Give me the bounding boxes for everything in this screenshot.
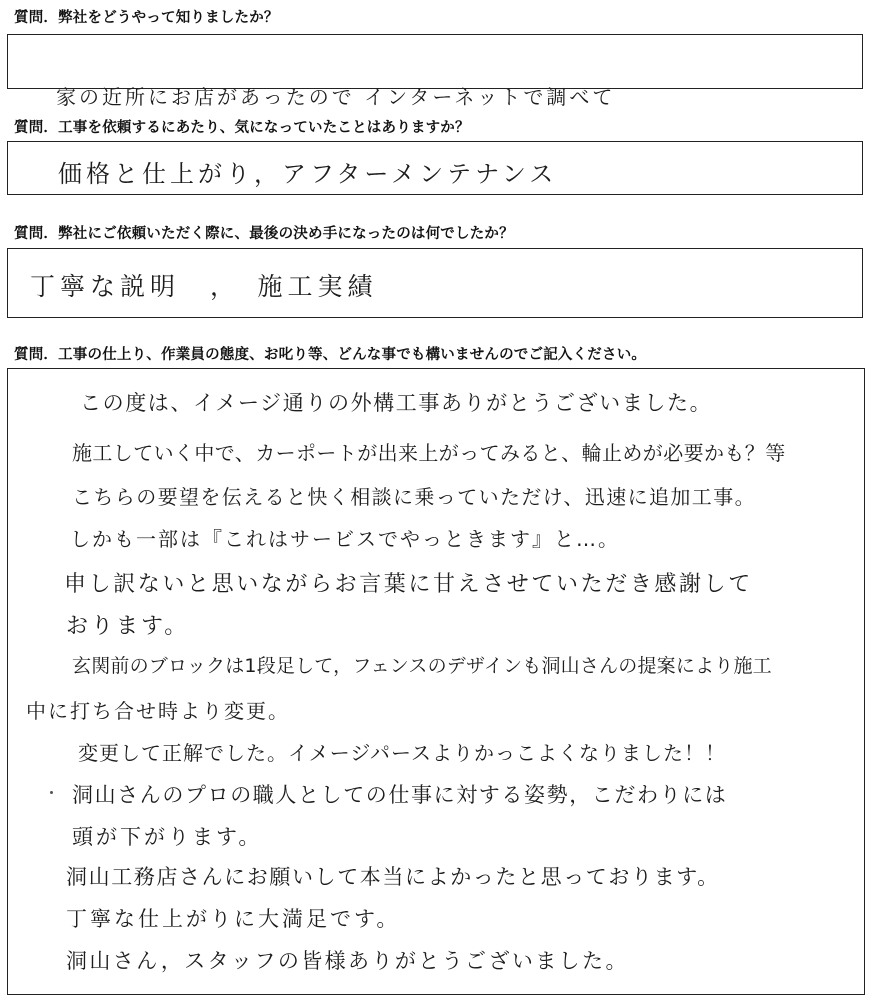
question-3-label: 質問．弊社にご依頼いただく際に、最後の決め手になったのは何でしたか？ <box>14 226 514 242</box>
question-2-label: 質問．工事を依頼するにあたり、気になっていたことはありますか？ <box>14 120 470 136</box>
answer-3-text: 丁寧な説明 ， 施工実績 <box>30 272 378 301</box>
answer-4-line-4: しかも一部は『これはサービスでやっときます』と…。 <box>70 527 620 551</box>
answer-4-line-3: こちらの要望を伝えると快く相談に乗っていただけ、迅速に追加工事。 <box>72 485 756 509</box>
answer-4-line-9: 変更して正解でした。イメージパースよりかっこよくなりました！！ <box>78 741 726 765</box>
answer-4-line-8: 中に打ち合せ時より変更。 <box>26 699 290 723</box>
answer-4-line-12: 洞山工務店さんにお願いして本当によかったと思っております。 <box>66 865 720 889</box>
answer-4-line-2: 施工していく中で、カーポートが出来上がってみると、輪止めが必要かも？等 <box>72 441 786 465</box>
answer-2-box <box>7 141 863 195</box>
question-4-label: 質問．工事の仕上り、作業員の態度、お叱り等、どんな事でも構いませんのでご記入ください。 <box>14 347 647 363</box>
stray-mark <box>50 791 53 794</box>
answer-4-line-7: 玄関前のブロックは1段足して，フェンスのデザインも洞山さんの提案により施工 <box>72 655 772 677</box>
answer-4-line-5: 申し訳ないと思いながらお言葉に甘えさせていただき感謝して <box>64 572 753 597</box>
answer-4-line-14: 洞山さん，スタッフの皆様ありがとうございました。 <box>66 949 629 973</box>
answer-4-line-13: 丁寧な仕上がりに大満足です。 <box>66 907 401 931</box>
answer-4-line-10: 洞山さんのプロの職人としての仕事に対する姿勢，こだわりには <box>72 783 728 807</box>
answer-4-line-6: おります。 <box>66 614 190 639</box>
question-1-label: 質問．弊社をどうやって知りましたか？ <box>14 10 279 26</box>
answer-4-box <box>7 368 865 995</box>
answer-1-box <box>7 34 863 109</box>
answer-4-line-1: この度は、イメージ通りの外構工事ありがとうございました。 <box>80 391 713 415</box>
answer-2-text: 価格と仕上がり，アフターメンテナンス <box>58 160 558 188</box>
answer-4-line-11: 頭が下がります。 <box>72 825 263 849</box>
answer-3-box <box>7 248 863 318</box>
answer-1-text: 家の近所にお店があったので インターネットで調べて <box>56 85 616 109</box>
